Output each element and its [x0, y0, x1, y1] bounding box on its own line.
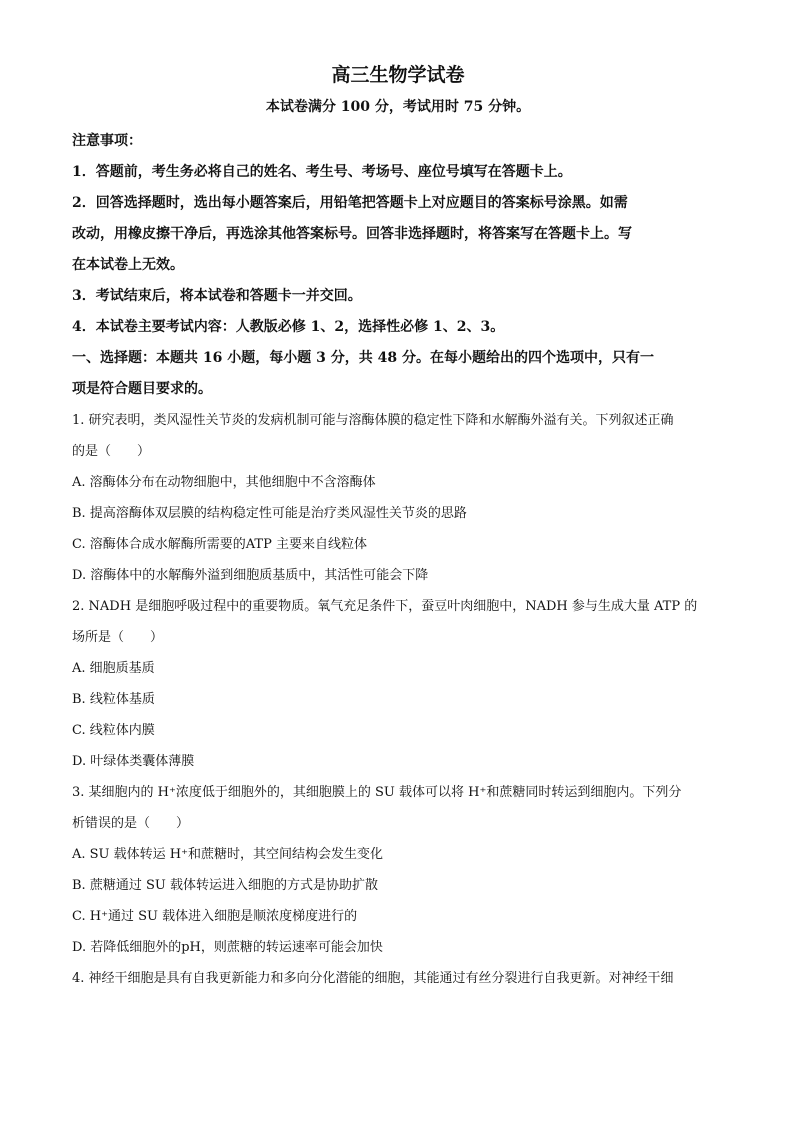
question-4 [72, 963, 724, 994]
question-stem: 1. 研究表明，类风湿性关节炎的发病机制可能与溶酶体膜的稳定性下降和水解酶外溢有关。下列叙述正确 [72, 413, 674, 428]
section-heading-line: 一、选择题：本题共 16 小题，每小题 3 分，共 48 分。在每小题给出的四个选项中，只有一 [72, 350, 654, 366]
question-2 [72, 591, 724, 777]
option-c: C. 线粒体内膜 [72, 723, 155, 738]
question-stem: 4. 神经干细胞是具有自我更新能力和多向分化潜能的细胞，其能通过有丝分裂进行自我更新。对神经干细 [72, 971, 674, 986]
option-d: D. 溶酶体中的水解酶外溢到细胞质基质中，其活性可能会下降 [72, 568, 429, 583]
notice-item: 4．本试卷主要考试内容：人教版必修 1、2，选择性必修 1、2、3。 [72, 319, 505, 335]
question-stem: 3. 某细胞内的 H⁺浓度低于细胞外的，其细胞膜上的 SU 载体可以将 H⁺和蔗糖同时转运到细胞内。下列分 [72, 785, 682, 800]
question-stem: 场所是（ ） [72, 630, 164, 645]
option-a: A. 细胞质基质 [72, 661, 155, 676]
question-1 [72, 405, 724, 591]
notice-heading: 注意事项： [72, 133, 142, 149]
question-stem: 2. NADH 是细胞呼吸过程中的重要物质。氧气充足条件下，蚕豆叶肉细胞中，NADH 参与生成大量 ATP 的 [72, 599, 698, 614]
option-d: D. 叶绿体类囊体薄膜 [72, 754, 195, 769]
notice-item: 3．考试结束后，将本试卷和答题卡一并交回。 [72, 288, 362, 304]
notice-item: 在本试卷上无效。 [72, 257, 184, 273]
notice-item: 1．答题前，考生务必将自己的姓名、考生号、考场号、座位号填写在答题卡上。 [72, 164, 572, 180]
exam-page [72, 62, 724, 994]
option-b: B. 提高溶酶体双层膜的结构稳定性可能是治疗类风湿性关节炎的思路 [72, 506, 467, 521]
option-a: A. SU 载体转运 H⁺和蔗糖时，其空间结构会发生变化 [72, 847, 383, 862]
question-stem: 的是（ ） [72, 444, 151, 459]
notice-section [72, 126, 724, 343]
section-heading-line: 项是符合题目要求的。 [72, 381, 212, 397]
question-3 [72, 777, 724, 963]
option-c: C. 溶酶体合成水解酶所需要的ATP 主要来自线粒体 [72, 537, 367, 552]
option-b: B. 线粒体基质 [72, 692, 155, 707]
notice-item: 改动，用橡皮擦干净后，再选涂其他答案标号。回答非选择题时，将答案写在答题卡上。写 [72, 226, 632, 242]
question-stem: 析错误的是（ ） [72, 816, 190, 831]
option-c: C. H⁺通过 SU 载体进入细胞是顺浓度梯度进行的 [72, 909, 358, 924]
notice-item: 2．回答选择题时，选出每小题答案后，用铅笔把答题卡上对应题目的答案标号涂黑。如需 [72, 195, 628, 211]
option-d: D. 若降低细胞外的pH，则蔗糖的转运速率可能会加快 [72, 940, 383, 955]
exam-subtitle: 本试卷满分 100 分，考试用时 75 分钟。 [265, 99, 531, 115]
option-b: B. 蔗糖通过 SU 载体转运进入细胞的方式是协助扩散 [72, 878, 378, 893]
section-heading [72, 343, 724, 405]
option-a: A. 溶酶体分布在动物细胞中，其他细胞中不含溶酶体 [72, 475, 376, 490]
exam-title: 高三生物学试卷 [331, 64, 465, 86]
